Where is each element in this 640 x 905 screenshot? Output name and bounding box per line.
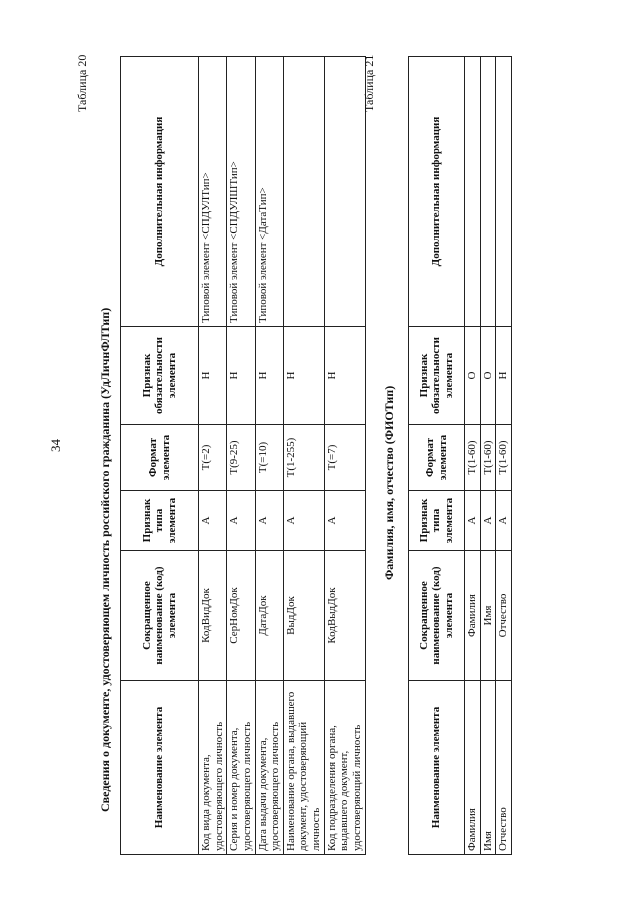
- page-number: 34: [48, 439, 63, 452]
- header-short-code: Сокращенное наименование (код) элемента: [121, 551, 199, 681]
- cell-mandatory: О: [465, 327, 481, 425]
- cell-format: Т(=7): [324, 425, 365, 491]
- cell-name: Дата выдачи документа, удостоверяющего личность: [255, 681, 283, 855]
- cell-type: А: [199, 491, 227, 551]
- cell-code: Имя: [480, 551, 496, 681]
- cell-info: [324, 57, 365, 327]
- table-21-caption: Таблица 21: [362, 54, 376, 112]
- cell-mandatory: О: [480, 327, 496, 425]
- table-row: [496, 57, 512, 855]
- cell-type: А: [283, 491, 324, 551]
- table-21: [408, 57, 510, 855]
- cell-type: А: [227, 491, 255, 551]
- cell-code: Отчество: [496, 551, 512, 681]
- header-type-flag: Признак типа элемента: [121, 491, 199, 551]
- cell-name: Код вида документа, удостоверяющего личность: [199, 681, 227, 855]
- cell-name: Имя: [480, 681, 496, 855]
- cell-name: Отчество: [496, 681, 512, 855]
- cell-code: КодВидДок: [199, 551, 227, 681]
- cell-code: КодВыдДок: [324, 551, 365, 681]
- header-format: Формат элемента: [121, 425, 199, 491]
- cell-type: А: [465, 491, 481, 551]
- table-row: [255, 57, 283, 855]
- cell-type: А: [496, 491, 512, 551]
- header-mandatory-flag: Признак обязательности элемента: [121, 327, 199, 425]
- cell-info: Типовой элемент <СПДУЛШТип>: [227, 57, 255, 327]
- header-short-code: Сокращенное наименование (код) элемента: [409, 551, 465, 681]
- cell-mandatory: Н: [199, 327, 227, 425]
- cell-name: Фамилия: [465, 681, 481, 855]
- cell-mandatory: Н: [255, 327, 283, 425]
- table-20-title: Сведения о документе, удостоверяющем личность российского гражданина (УдЛичнФЛТип): [98, 307, 112, 812]
- header-mandatory-flag: Признак обязательности элемента: [409, 327, 465, 425]
- cell-code: ДатаДок: [255, 551, 283, 681]
- cell-code: ВыдДок: [283, 551, 324, 681]
- header-element-name: Наименование элемента: [121, 681, 199, 855]
- cell-type: А: [255, 491, 283, 551]
- table-21-title: Фамилия, имя, отчество (ФИОТип): [382, 385, 396, 580]
- cell-type: А: [324, 491, 365, 551]
- cell-name: Код подразделения органа, выдавшего документ, удостоверяющий личность: [324, 681, 365, 855]
- cell-code: Фамилия: [465, 551, 481, 681]
- table-row: [227, 57, 255, 855]
- cell-mandatory: Н: [496, 327, 512, 425]
- table-row: [324, 57, 365, 855]
- cell-mandatory: Н: [283, 327, 324, 425]
- cell-type: А: [480, 491, 496, 551]
- cell-format: Т(=2): [199, 425, 227, 491]
- table-20-caption: Таблица 20: [75, 54, 89, 112]
- cell-name: Наименование органа, выдавшего документ, удостоверяющий личность: [283, 681, 324, 855]
- cell-info: [480, 57, 496, 327]
- cell-format: Т(1-60): [496, 425, 512, 491]
- header-format: Формат элемента: [409, 425, 465, 491]
- table-row: [283, 57, 324, 855]
- cell-format: Т(=10): [255, 425, 283, 491]
- table-row: [199, 57, 227, 855]
- cell-format: Т(1-255): [283, 425, 324, 491]
- table-20: [120, 57, 364, 855]
- cell-mandatory: Н: [227, 327, 255, 425]
- table-row: [480, 57, 496, 855]
- header-additional-info: Дополнительная информация: [121, 57, 199, 327]
- cell-info: Типовой элемент <ДатаТип>: [255, 57, 283, 327]
- cell-info: Типовой элемент <СПДУЛТип>: [199, 57, 227, 327]
- header-additional-info: Дополнительная информация: [409, 57, 465, 327]
- cell-format: Т(1-60): [480, 425, 496, 491]
- cell-info: [283, 57, 324, 327]
- table-row: [465, 57, 481, 855]
- cell-mandatory: Н: [324, 327, 365, 425]
- header-type-flag: Признак типа элемента: [409, 491, 465, 551]
- cell-name: Серия и номер документа, удостоверяющего личность: [227, 681, 255, 855]
- cell-info: [465, 57, 481, 327]
- cell-format: Т(9-25): [227, 425, 255, 491]
- header-element-name: Наименование элемента: [409, 681, 465, 855]
- cell-code: СерНомДок: [227, 551, 255, 681]
- cell-info: [496, 57, 512, 327]
- cell-format: Т(1-60): [465, 425, 481, 491]
